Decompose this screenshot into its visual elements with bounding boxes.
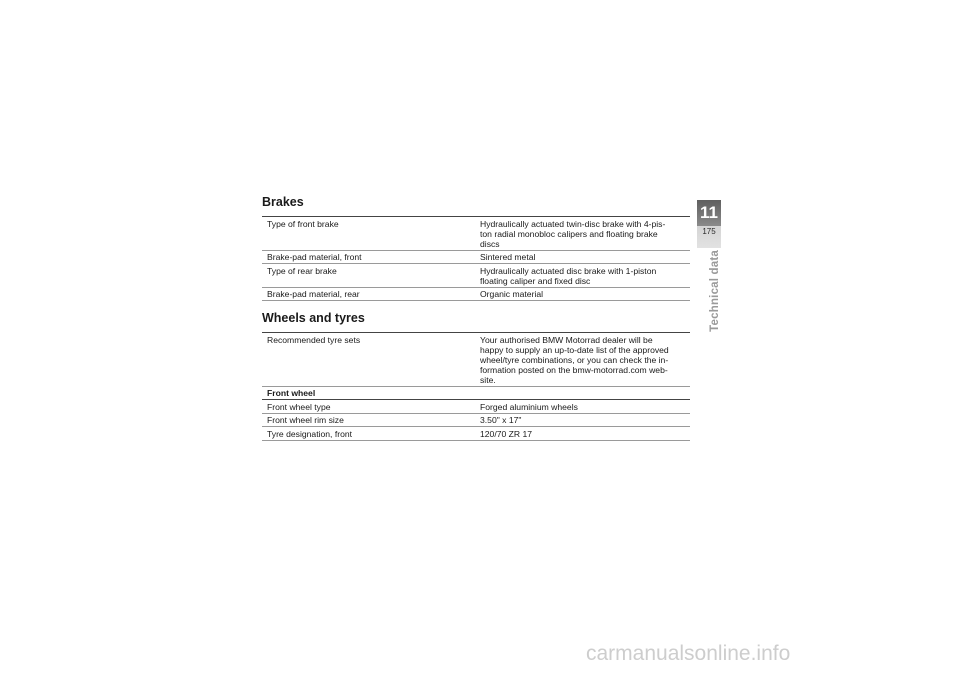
wheels-heading: Wheels and tyres bbox=[262, 311, 365, 325]
brakes-table bbox=[262, 216, 690, 301]
table-row bbox=[262, 250, 690, 264]
table-group-row bbox=[262, 386, 690, 400]
spec-value: 3.50" x 17" bbox=[476, 413, 690, 427]
spec-value: Hydraulically actuated disc brake with 1-piston floating caliper and fixed disc bbox=[476, 264, 690, 288]
spec-label: Brake-pad material, rear bbox=[262, 287, 476, 301]
page-number: 175 bbox=[702, 227, 716, 236]
front-wheel-heading: Front wheel bbox=[262, 386, 690, 400]
spec-label: Tyre designation, front bbox=[262, 427, 476, 441]
spec-value: Hydraulically actuated twin-disc brake with 4-pis- ton radial monobloc calipers and floating brake discs bbox=[476, 217, 690, 251]
spec-value: Organic material bbox=[476, 287, 690, 301]
spec-value: Sintered metal bbox=[476, 250, 690, 264]
table-row bbox=[262, 287, 690, 301]
chapter-tab bbox=[697, 200, 721, 248]
page-content bbox=[262, 194, 690, 441]
brakes-heading: Brakes bbox=[262, 195, 304, 209]
spec-value: 120/70 ZR 17 bbox=[476, 427, 690, 441]
spec-label: Brake-pad material, front bbox=[262, 250, 476, 264]
chapter-title: Technical data bbox=[709, 250, 721, 332]
watermark: carmanualsonline.info bbox=[586, 642, 791, 665]
spec-value: Forged aluminium wheels bbox=[476, 400, 690, 414]
spec-value: Your authorised BMW Motorrad dealer will be happy to supply an up-to-date list of the approved wheel/tyre combinations, or you can check the in- formation posted on the bmw-motorrad.com web- site. bbox=[476, 333, 690, 387]
spec-label: Front wheel type bbox=[262, 400, 476, 414]
spec-label: Front wheel rim size bbox=[262, 413, 476, 427]
table-row bbox=[262, 400, 690, 414]
wheels-table bbox=[262, 332, 690, 441]
table-row bbox=[262, 217, 690, 251]
chapter-number: 11 bbox=[697, 200, 721, 226]
spec-label: Type of rear brake bbox=[262, 264, 476, 288]
table-row bbox=[262, 413, 690, 427]
table-row bbox=[262, 427, 690, 441]
spec-label: Recommended tyre sets bbox=[262, 333, 476, 387]
spec-label: Type of front brake bbox=[262, 217, 476, 251]
table-row bbox=[262, 264, 690, 288]
table-row bbox=[262, 333, 690, 387]
